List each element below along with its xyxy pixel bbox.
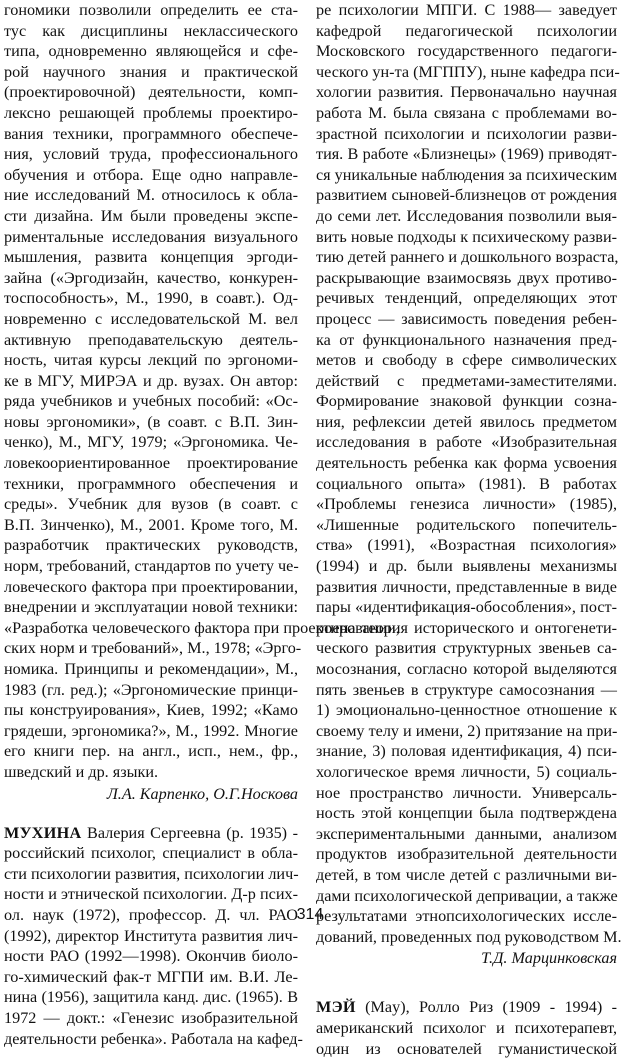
text-line: зайна («Эргодизайн, качество, конкурен- (4, 268, 298, 289)
text-line: «Проблемы генезиса личности» (1985), (316, 494, 617, 515)
text-line: пять звеньев в структуре самосознания — (316, 680, 617, 701)
text-line: американский психолог и психотерапевт, (316, 1018, 617, 1039)
text-line: хологическое время личности, 5) социаль- (316, 762, 617, 783)
paragraph-gap (316, 969, 617, 997)
text-line: номика. Принципы и рекомендации», М., (4, 659, 298, 680)
text-line: техники, программного обеспечения и (4, 474, 298, 495)
text-line: детей, в том числе детей с различными ви- (316, 865, 617, 886)
signature-karpenko-noskova: Л.А. Карпенко, О.Г.Носкова (4, 783, 298, 805)
mey-article-start (316, 1018, 617, 1059)
text-line: хологии развития. Первоначально научная (316, 82, 617, 103)
signature-martsinkovskaya: Т.Д. Марцинковская (316, 947, 617, 969)
text-line: метов и свободу в сфере символических (316, 350, 617, 371)
text-line: мосознания, согласно которой выделяются (316, 659, 617, 680)
text-line: экспериментальными данными, анализом (316, 824, 617, 845)
text-line: результатами этнопсихологических иссле- (316, 906, 617, 927)
text-line: деятельности ребенка». Работала на кафед- (4, 1029, 298, 1050)
text-line: ловекоориентированное проектирование (4, 453, 298, 474)
text-line: ности и этнической психологии. Д-р псих- (4, 884, 298, 905)
text-line: продуктов изобразительной деятельности (316, 844, 617, 865)
text-line: В.П. Зинченко), М., 2001. Кроме того, М. (4, 515, 298, 536)
text-line: ряда учебников и учебных пособий: «Ос- (4, 391, 298, 412)
right-column (316, 0, 617, 1059)
text-line: обучения и отбора. Еще одно направле- (4, 165, 298, 186)
text-line: Формирование знаковой функции созна- (316, 391, 617, 412)
text-line: действий с предметами-заместителями. (316, 371, 617, 392)
text-line: ное пространство личности. Универсаль- (316, 783, 617, 804)
text-line: рой научного знания и практической (4, 62, 298, 83)
text-line: ре психологии МПГИ. С 1988— заведует (316, 0, 617, 21)
text-line: дований, проведенных под руководством М. (316, 927, 617, 948)
text-line: дами психологической депривации, а также (316, 886, 617, 907)
text-line: Московского государственного педагоги- (316, 41, 617, 62)
text-line: процесс — зависимость поведения ребен- (316, 309, 617, 330)
text-line: сти дизайна. Им были проведены экспе- (4, 206, 298, 227)
text-line: ность, читая курсы лекций по эргономи- (4, 350, 298, 371)
text-line: российский психолог, специалист в обла- (4, 843, 298, 864)
text-line: вить новые подходы к психическому разви- (316, 227, 617, 248)
text-line: развитием сыновей-близнецов от рождения (316, 185, 617, 206)
text-line: 1983 (гл. ред.); «Эргономические принци- (4, 680, 298, 701)
entry-name-mey: МЭЙ (316, 998, 356, 1016)
text-line: роена теория исторического и онтогенети- (316, 618, 617, 639)
text-line: ность этой концепции была подтверждена (316, 803, 617, 824)
text-line: работа М. была связана с проблемами во- (316, 103, 617, 124)
text-line: внедрении и эксплуатации новой техники: (4, 597, 298, 618)
text-line: исследования в работе «Изобразительная (316, 432, 617, 453)
text-line: «Разработка человеческого фактора при проектировании, (4, 618, 298, 639)
entry-heading-mey (316, 997, 617, 1018)
text-line: ченко), М., МГУ, 1979; «Эргономика. Че- (4, 432, 298, 453)
text-line: (1992), директор Института развития лич- (4, 926, 298, 947)
text-line: кафедрой педагогической психологии (316, 21, 617, 42)
text-line: речивых тенденций, определяющих этот (316, 288, 617, 309)
text-line: социального опыта» (1981). В работах (316, 474, 617, 495)
text-line: один из основателей гуманистической (316, 1039, 617, 1059)
text-line: ния, рефлексии детей явилось предметом (316, 412, 617, 433)
text-line: до семи лет. Исследования позволили выя- (316, 206, 617, 227)
text-line: ности РАО (1992—1998). Окончив биоло- (4, 946, 298, 967)
text-line: сти психологии развития, психологии лич- (4, 864, 298, 885)
text-line: типа, одновременно являющейся и сфе- (4, 41, 298, 62)
text-line: 1) эмоционально-ценностное отношение к (316, 700, 617, 721)
text-line: (проектировочной) деятельности, комп- (4, 82, 298, 103)
ergonomics-article-continuation (4, 0, 298, 783)
text-line: ка от функционального назначения пред- (316, 330, 617, 351)
text-line: риментальные исследования визуального (4, 227, 298, 248)
text-line: пары «идентификация-обособления», пост- (316, 597, 617, 618)
text-line: грядеши, эргономика?», М., 1992. Многие (4, 721, 298, 742)
text-line: тус как дисциплины неклассического (4, 21, 298, 42)
entry-heading-mukhina (4, 823, 298, 844)
left-column (4, 0, 298, 1049)
text-line: ства» (1991), «Возрастная психология» (316, 535, 617, 556)
page-number: 314 (0, 906, 620, 924)
text-line: шведский и др. языки. (4, 762, 298, 783)
text-line: гономики позволили определить ее ста- (4, 0, 298, 21)
text-line: го-химический фак-т МГПИ им. В.И. Ле- (4, 967, 298, 988)
text-line: новременно с исследовательской М. вел (4, 309, 298, 330)
entry-mey-intro: (May), Ролло Риз (1909 - 1994) - (356, 998, 617, 1016)
entry-mukhina-intro: Валерия Сергеевна (р. 1935) - (82, 824, 298, 842)
text-line: норм, требований, стандартов по учету че- (4, 556, 298, 577)
mukhina-article-continuation (316, 0, 617, 947)
text-line: ния, условий труда, профессионального (4, 144, 298, 165)
entry-name-mukhina: МУХИНА (4, 824, 82, 842)
text-line: ся уникальные наблюдения за психическим (316, 165, 617, 186)
text-line: ол. наук (1972), профессор. Д. чл. РАО (4, 905, 298, 926)
text-line: тоспособность», М., 1990, в соавт.). Од- (4, 288, 298, 309)
text-line: раскрывающие взаимосвязь двух противо- (316, 268, 617, 289)
text-line: ческого ун-та (МГППУ), ныне кафедра пси- (316, 62, 617, 83)
text-line: знание, 3) половая идентификация, 4) пси- (316, 741, 617, 762)
text-line: новы эргономики», (в соавт. с В.П. Зин- (4, 412, 298, 433)
text-line: тия. В работе «Близнецы» (1969) приводят- (316, 144, 617, 165)
text-line: ских норм и требований», М., 1978; «Эрго- (4, 638, 298, 659)
text-line: пы конструирования», Киев, 1992; «Камо (4, 700, 298, 721)
mukhina-article-start (4, 843, 298, 1049)
text-line: «Лишенные родительского попечитель- (316, 515, 617, 536)
text-line: развития личности, представленные в виде (316, 577, 617, 598)
text-line: его книги пер. на англ., исп., нем., фр., (4, 741, 298, 762)
text-line: ловеческого фактора при проектировании, (4, 577, 298, 598)
text-line: ке в МГУ, МИРЭА и др. вузах. Он автор: (4, 371, 298, 392)
text-line: зрастной психологии и психологии разви- (316, 124, 617, 145)
text-line: разработчик практических руководств, (4, 535, 298, 556)
text-line: ние исследований М. относилось к обла- (4, 185, 298, 206)
text-line: ческого развития структурных звеньев са- (316, 638, 617, 659)
text-line: 1972 — докт.: «Генезис изобразительной (4, 1008, 298, 1029)
text-line: лексно решающей проблемы проектиро- (4, 103, 298, 124)
text-line: вания техники, программного обеспече- (4, 124, 298, 145)
text-line: тию детей раннего и дошкольного возраста, (316, 247, 617, 268)
text-line: своему телу и имени, 2) притязание на при- (316, 721, 617, 742)
text-line: деятельность ребенка как форма усвоения (316, 453, 617, 474)
text-line: среды». Учебник для вузов (в соавт. с (4, 494, 298, 515)
paragraph-gap (4, 805, 298, 823)
text-line: мышления, развита концепция эргоди- (4, 247, 298, 268)
text-line: активную преподавательскую деятель- (4, 330, 298, 351)
text-line: (1994) и др. были выявлены механизмы (316, 556, 617, 577)
text-line: нина (1956), защитила канд. дис. (1965). В (4, 987, 298, 1008)
